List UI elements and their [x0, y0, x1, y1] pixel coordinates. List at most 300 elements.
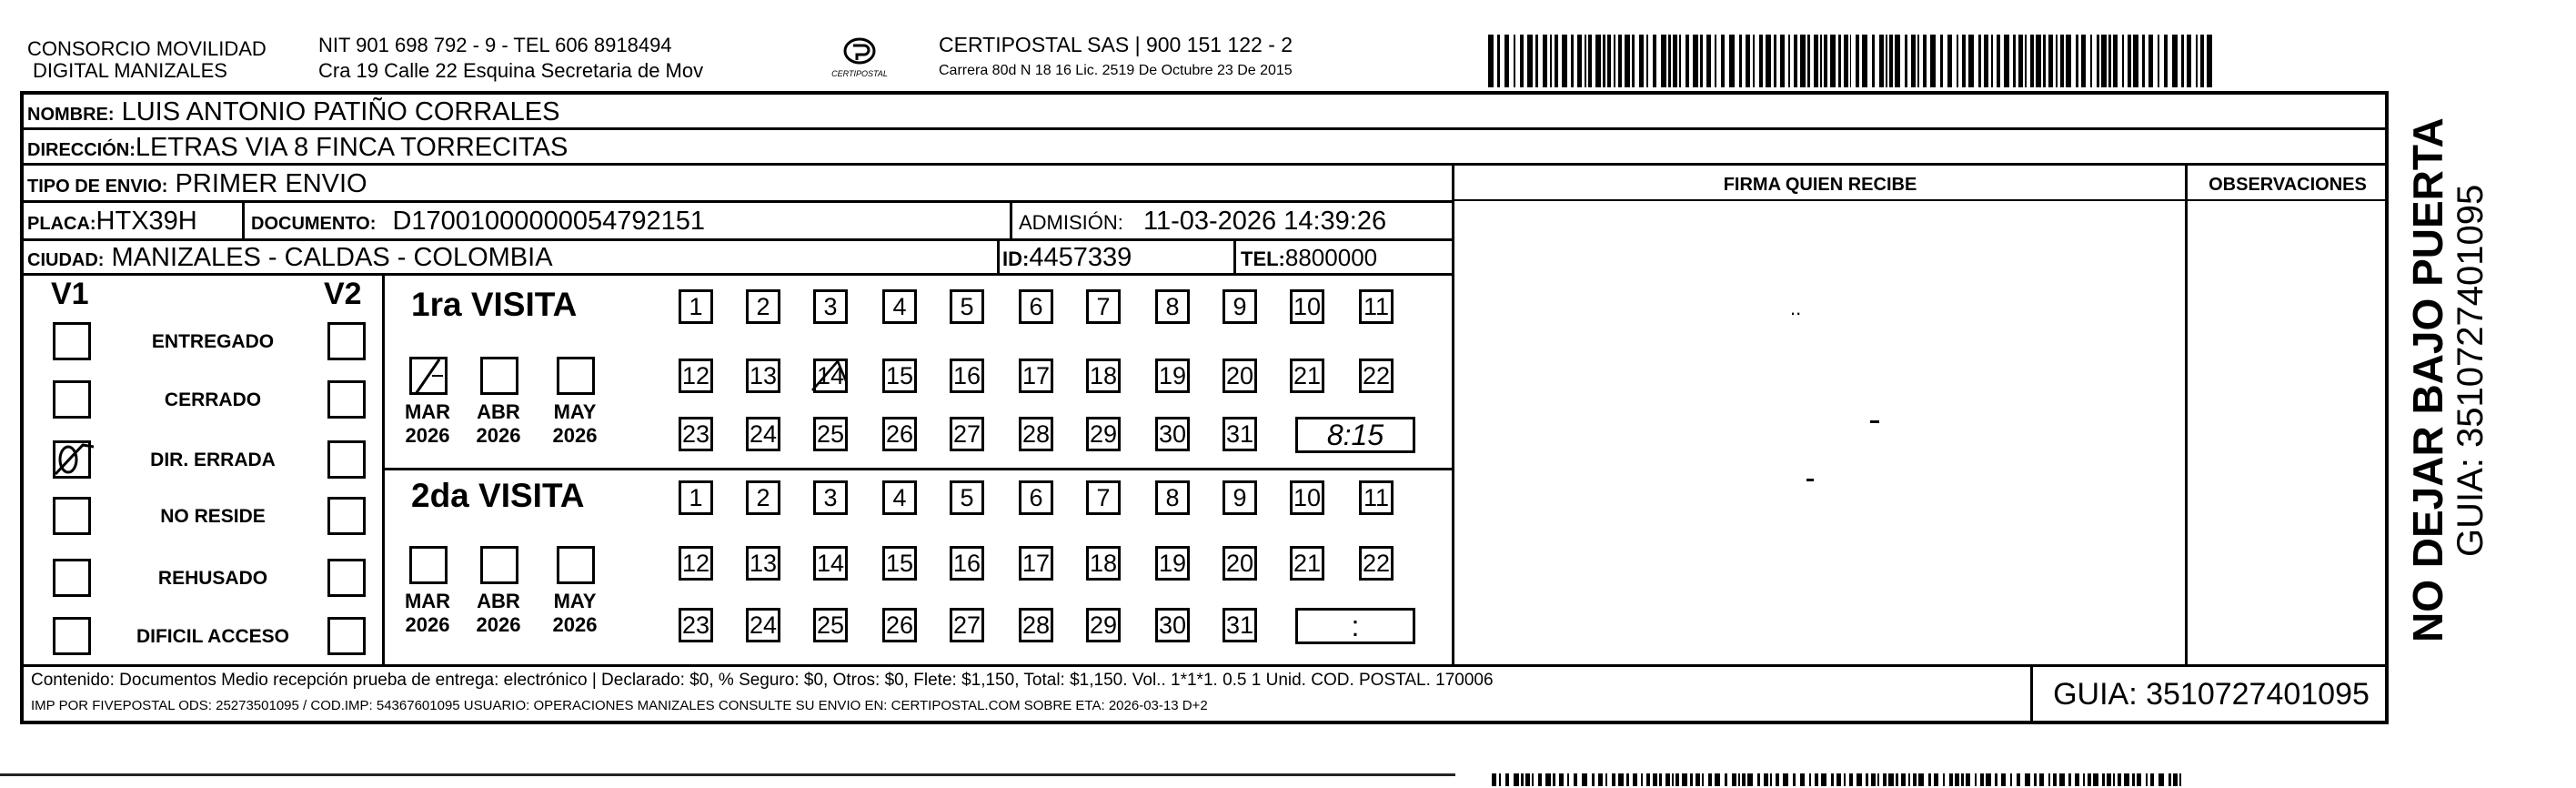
barcode-bar [1980, 773, 1984, 786]
day-cell[interactable]: 29 [1086, 608, 1121, 642]
barcode-bar [1821, 773, 1826, 786]
barcode-bar [1653, 35, 1656, 87]
v2-checkbox[interactable] [327, 440, 366, 479]
barcode-bar [2107, 773, 2111, 786]
barcode-bar [1559, 773, 1564, 786]
day-cell[interactable]: 11 [1359, 289, 1394, 324]
barcode-bar [2108, 35, 2111, 87]
barcode-bar [1986, 773, 1991, 786]
side-guia: GUIA: 3510727401095 [2450, 184, 2490, 557]
placa-label: PLACA: [27, 214, 96, 234]
barcode-bar [1505, 773, 1509, 786]
placa-value: HTX39H [96, 207, 197, 236]
barcode-bar [1696, 773, 1700, 786]
barcode-bar [1574, 773, 1577, 786]
month-checkbox[interactable] [480, 357, 518, 395]
barcode-bar [1739, 35, 1742, 87]
company-name-line2: DIGITAL MANIZALES [33, 59, 227, 82]
barcode-bar [2018, 35, 2023, 87]
day-cell[interactable]: 12 [679, 359, 713, 393]
barcode-bar [1520, 35, 1524, 87]
barcode-bar [2068, 773, 2071, 786]
barcode-bar [2158, 773, 2164, 786]
barcode-bar [1857, 773, 1862, 786]
barcode-bar [2181, 35, 2184, 87]
v2-checkbox[interactable] [327, 617, 366, 655]
barcode-bar [1776, 773, 1779, 786]
visit1-title: 1ra VISITA [411, 286, 578, 323]
tel-value: 8800000 [1284, 244, 1378, 271]
barcode-bar [1957, 35, 1958, 87]
day-cell[interactable]: 24 [746, 608, 780, 642]
barcode-bar [1577, 35, 1582, 87]
nombre-row [27, 96, 559, 130]
barcode-bar [1706, 35, 1711, 87]
year-label: 2026 [552, 424, 598, 447]
day-cell[interactable]: 30 [1155, 608, 1190, 642]
footer-contenido: Contenido: Documentos Medio recepción prueba de entrega: electrónico | Declarado: $0, % Seguro: $0, Otros: $0, Flete: $1,150, Total: $1,150. Vol.. 1*1*1. 0.5 1 Unid. COD. POSTAL. 170006 [31, 671, 1494, 690]
day-cell[interactable]: 25 [813, 608, 848, 642]
barcode-bar [1732, 773, 1736, 786]
barcode-bar [2124, 773, 2129, 786]
barcode-bar [2207, 35, 2212, 87]
barcode-bar [1742, 773, 1746, 786]
day-cell[interactable]: 14 [813, 546, 848, 581]
id-value: 4457339 [1029, 243, 1132, 272]
year-label: 2026 [552, 613, 598, 636]
day-cell[interactable]: 15 [882, 359, 917, 393]
day-cell[interactable]: 31 [1223, 608, 1257, 642]
barcode-bar [2053, 773, 2057, 786]
signature-mark [1870, 420, 1879, 423]
barcode-bar [1984, 35, 1988, 87]
barcode-bar [1896, 773, 1898, 786]
barcode-bar [2113, 773, 2115, 786]
signature-mark [1806, 479, 1814, 481]
barcode-bar [1978, 35, 1981, 87]
barcode-bar [1641, 773, 1643, 786]
v1-checkbox[interactable] [53, 559, 91, 597]
barcode-bar [2128, 35, 2131, 87]
barcode-bar [2004, 35, 2009, 87]
day-cell[interactable]: 2 [746, 289, 780, 324]
barcode-bar [2097, 35, 2100, 87]
day-cell[interactable]: 22 [1359, 359, 1394, 393]
day-cell[interactable]: 31 [1223, 417, 1257, 451]
barcode-bar [1626, 773, 1629, 786]
v1-checkbox[interactable] [53, 322, 91, 360]
barcode-bar [1639, 35, 1644, 87]
barcode-bar [2172, 35, 2178, 87]
barcode-bar [1679, 35, 1681, 87]
barcode-bar [1793, 773, 1796, 786]
documento-value: D17001000000054792151 [392, 207, 705, 236]
barcode-bar [2034, 773, 2037, 786]
barcode-bar [1567, 773, 1569, 786]
barcode-bar [1968, 35, 1974, 87]
day-cell[interactable]: 5 [950, 289, 984, 324]
barcode-bar [2150, 773, 2154, 786]
barcode-bar [1850, 35, 1852, 87]
v2-checkbox[interactable] [327, 559, 366, 597]
day-cell[interactable]: 6 [1019, 480, 1053, 515]
barcode-bar [1838, 35, 1841, 87]
day-cell[interactable]: 12 [679, 546, 713, 581]
v2-checkbox[interactable] [327, 322, 366, 360]
day-cell[interactable]: 18 [1086, 546, 1121, 581]
day-cell[interactable]: 2 [746, 480, 780, 515]
barcode-bar [1685, 35, 1689, 87]
status-reason-label: REHUSADO [157, 568, 268, 589]
barcode-bar [1661, 35, 1666, 87]
barcode-bar [2056, 35, 2058, 87]
barcode-bar [1995, 773, 1997, 786]
barcode-bar [1605, 773, 1607, 786]
barcode-bar [2010, 773, 2012, 786]
barcode-bar [1673, 35, 1677, 87]
barcode-bar [1800, 35, 1806, 87]
day-cell[interactable]: 19 [1155, 546, 1190, 581]
year-label: 2026 [405, 613, 450, 636]
day-cell[interactable]: 28 [1019, 608, 1053, 642]
day-cell[interactable]: 13 [746, 359, 780, 393]
day-cell[interactable]: 3 [813, 289, 848, 324]
barcode-bar [1675, 773, 1679, 786]
barcode-bar [1800, 773, 1805, 786]
barcode-bar [1715, 35, 1716, 87]
day-cell[interactable]: 22 [1359, 546, 1394, 581]
time-box[interactable]: 8:15 [1295, 417, 1415, 453]
v1-label: V1 [51, 277, 89, 311]
day-cell[interactable]: 13 [746, 546, 780, 581]
barcode-bar [2090, 35, 2092, 87]
barcode-bar [1693, 35, 1698, 87]
day-cell[interactable]: 16 [950, 546, 984, 581]
barcode-bar [1975, 773, 1977, 786]
barcode-bar [1588, 35, 1592, 87]
barcode-bar [1877, 773, 1879, 786]
handwritten-mark-icon [810, 358, 852, 394]
day-cell[interactable]: 27 [950, 417, 984, 451]
v1-checkbox[interactable] [53, 497, 91, 535]
barcode-bar [1532, 773, 1534, 786]
barcode-bar [1492, 773, 1496, 786]
status-reason-label: NO RESIDE [160, 506, 266, 527]
barcode-bar [1961, 773, 1964, 786]
barcode-bar [1525, 773, 1530, 786]
barcode-bar [1901, 773, 1906, 786]
barcode-bar [1788, 35, 1790, 87]
barcode-bar [1753, 35, 1755, 87]
direccion-value: LETRAS VIA 8 FINCA TORRECITAS [135, 133, 569, 162]
barcode-bar [2122, 35, 2124, 87]
signature-mark: .. [1790, 297, 1802, 319]
placa-row [27, 206, 197, 239]
nombre-label: NOMBRE: [27, 105, 115, 125]
month-checkbox[interactable] [557, 546, 595, 584]
v2-checkbox[interactable] [327, 497, 366, 535]
day-cell[interactable]: 17 [1019, 359, 1053, 393]
barcode-bar [2164, 35, 2168, 87]
day-cell[interactable]: 11 [1359, 480, 1394, 515]
barcode-bar [1592, 773, 1595, 786]
barcode-bar [1889, 35, 1893, 87]
barcode-bar [2025, 773, 2030, 786]
day-cell[interactable]: 9 [1223, 289, 1257, 324]
barcode-bar [1598, 773, 1603, 786]
documento-row [251, 206, 705, 239]
barcode-bar [1962, 35, 1966, 87]
barcode-bar [1632, 35, 1635, 87]
certipostal-logo [819, 35, 901, 86]
barcode-bar [1721, 35, 1725, 87]
no-dejar-bajo-puerta: NO DEJAR BAJO PUERTA [2404, 117, 2451, 642]
barcode-bar [1966, 773, 1970, 786]
barcode-bar [1747, 773, 1753, 786]
nombre-value: LUIS ANTONIO PATIÑO CORRALES [121, 97, 560, 126]
barcode-bar [1807, 35, 1810, 87]
day-cell[interactable]: 19 [1155, 359, 1190, 393]
day-cell[interactable]: 6 [1019, 289, 1053, 324]
barcode-bar [1514, 773, 1519, 786]
barcode-bar [1488, 35, 1494, 87]
barcode-bar [1499, 773, 1501, 786]
day-cell[interactable]: 24 [746, 417, 780, 451]
day-cell[interactable]: 29 [1086, 417, 1121, 451]
day-cell[interactable]: 23 [679, 608, 713, 642]
barcode-bar [2200, 35, 2204, 87]
barcode-bar [1918, 773, 1924, 786]
month-checkbox[interactable] [409, 546, 448, 584]
year-label: 2026 [405, 424, 450, 447]
barcode-bar [2133, 35, 2138, 87]
barcode-bar [1872, 35, 1875, 87]
company-name-line1: CONSORCIO MOVILIDAD [27, 37, 267, 60]
time-box[interactable]: : [1295, 608, 1415, 644]
barcode-bar [1930, 35, 1936, 87]
barcode-bar [1783, 773, 1788, 786]
day-cell[interactable]: 9 [1223, 480, 1257, 515]
barcode-bar [2102, 773, 2105, 786]
barcode-bar [2076, 35, 2078, 87]
day-cell[interactable]: 21 [1290, 359, 1324, 393]
barcode-bar [1603, 35, 1605, 87]
barcode-bar [2083, 773, 2085, 786]
scan-edge [0, 773, 1455, 776]
day-cell[interactable]: 7 [1086, 289, 1121, 324]
tipo-envio-value: PRIMER ENVIO [175, 169, 367, 198]
day-cell[interactable]: 27 [950, 608, 984, 642]
barcode-bar [1844, 35, 1848, 87]
v1-checkbox[interactable] [53, 440, 91, 479]
v2-checkbox[interactable] [327, 380, 366, 419]
month-checkbox[interactable] [557, 357, 595, 395]
barcode-bar [1883, 773, 1887, 786]
barcode-bar [1923, 35, 1927, 87]
barcode-bar [1955, 773, 1960, 786]
barcode-bar [2039, 773, 2044, 786]
month-label: MAR [404, 590, 451, 612]
day-cell[interactable]: 14 [813, 359, 848, 393]
month-label: ABR [477, 590, 520, 612]
barcode-bar [1911, 35, 1916, 87]
status-reason-label: DIR. ERRADA [150, 450, 276, 470]
day-cell[interactable]: 20 [1223, 546, 1257, 581]
day-cell[interactable]: 7 [1086, 480, 1121, 515]
barcode-bar [1757, 773, 1760, 786]
barcode-bar [1928, 773, 1931, 786]
v1-checkbox[interactable] [53, 617, 91, 655]
barcode-bar [1947, 35, 1952, 87]
month-label: ABR [477, 400, 520, 423]
barcode-bar [1535, 35, 1538, 87]
barcode-bar [2113, 35, 2118, 87]
barcode-bar [1866, 773, 1868, 786]
month-label: MAY [553, 400, 597, 423]
barcode-bar [1555, 35, 1558, 87]
barcode-bar [1934, 773, 1938, 786]
barcode-bar [1553, 773, 1555, 786]
barcode-bar [1844, 773, 1846, 786]
day-cell[interactable]: 8 [1155, 289, 1190, 324]
day-cell[interactable]: 15 [882, 546, 917, 581]
barcode-bar [1729, 35, 1735, 87]
barcode-top [1488, 35, 2216, 87]
barcode-bar [1849, 773, 1853, 786]
day-cell[interactable]: 25 [813, 417, 848, 451]
nit-line: NIT 901 698 792 - 9 - TEL 606 8918494 [318, 34, 672, 56]
day-cell[interactable]: 5 [950, 480, 984, 515]
ciudad-value: MANIZALES - CALDAS - COLOMBIA [111, 243, 553, 272]
barcode-bar [2093, 773, 2098, 786]
barcode-bar [1913, 773, 1917, 786]
barcode-bar [1682, 773, 1687, 786]
barcode-bar [1746, 35, 1750, 87]
day-cell[interactable]: 20 [1223, 359, 1257, 393]
barcode-bar [2025, 35, 2027, 87]
barcode-bar [1759, 35, 1763, 87]
barcode-bar [1836, 773, 1841, 786]
barcode-bar [1949, 773, 1953, 786]
barcode-bar [1908, 773, 1910, 786]
barcode-bar [1879, 35, 1884, 87]
day-cell[interactable]: 21 [1290, 546, 1324, 581]
barcode-bar [1514, 35, 1515, 87]
barcode-bar [1997, 35, 2000, 87]
barcode-bar [1871, 773, 1876, 786]
barcode-bar [2036, 35, 2041, 87]
barcode-bottom [1492, 773, 2183, 786]
barcode-bar [1504, 35, 1509, 87]
visit2-title: 2da VISITA [411, 477, 585, 514]
barcode-bar [1917, 35, 1919, 87]
barcode-bar [1562, 35, 1567, 87]
barcode-bar [1521, 773, 1524, 786]
day-cell[interactable]: 3 [813, 480, 848, 515]
barcode-bar [2017, 773, 2020, 786]
barcode-bar [1672, 773, 1674, 786]
ciudad-label: CIUDAD: [27, 250, 105, 270]
barcode-bar [2132, 773, 2135, 786]
barcode-bar [1809, 773, 1811, 786]
barcode-bar [1700, 35, 1703, 87]
month-label: MAY [553, 590, 597, 612]
day-cell[interactable]: 18 [1086, 359, 1121, 393]
barcode-bar [2196, 35, 2198, 87]
barcode-bar [1582, 773, 1587, 786]
day-cell[interactable]: 10 [1290, 289, 1324, 324]
day-cell[interactable]: 16 [950, 359, 984, 393]
barcode-bar [1585, 35, 1586, 87]
barcode-bar [1618, 773, 1624, 786]
barcode-bar [1545, 773, 1551, 786]
barcode-bar [2187, 35, 2191, 87]
barcode-bar [1991, 35, 1993, 87]
barcode-bar [2048, 35, 2053, 87]
barcode-bar [2101, 35, 2107, 87]
day-cell[interactable]: 26 [882, 608, 917, 642]
day-cell[interactable]: 23 [679, 417, 713, 451]
barcode-bar [1497, 35, 1500, 87]
barcode-bar [1738, 773, 1740, 786]
barcode-bar [1527, 35, 1533, 87]
barcode-bar [1815, 773, 1818, 786]
barcode-bar [1895, 35, 1900, 87]
barcode-bar [1725, 773, 1727, 786]
barcode-bar [1646, 35, 1648, 87]
day-cell[interactable]: 26 [882, 417, 917, 451]
year-label: 2026 [476, 613, 521, 636]
barcode-bar [1614, 35, 1615, 87]
barcode-bar [2168, 773, 2171, 786]
barcode-bar [1607, 35, 1612, 87]
carrier-line1: CERTIPOSTAL SAS | 900 151 122 - 2 [939, 33, 1293, 56]
admision-value: 11-03-2026 14:39:26 [1142, 207, 1387, 236]
barcode-bar [1668, 35, 1671, 87]
id-label: ID: [1002, 248, 1030, 270]
day-cell[interactable]: 28 [1019, 417, 1053, 451]
month-checkbox[interactable] [480, 546, 518, 584]
barcode-bar [2060, 35, 2064, 87]
month-checkbox[interactable] [409, 357, 448, 395]
day-cell[interactable]: 1 [679, 289, 713, 324]
v1-checkbox[interactable] [53, 380, 91, 419]
day-cell[interactable]: 10 [1290, 480, 1324, 515]
day-cell[interactable]: 4 [882, 480, 917, 515]
status-reason-label: DIFICIL ACCESO [136, 626, 289, 647]
barcode-bar [1633, 773, 1637, 786]
barcode-bar [2137, 773, 2141, 786]
day-cell[interactable]: 1 [679, 480, 713, 515]
barcode-bar [1702, 773, 1704, 786]
barcode-bar [1943, 773, 1945, 786]
barcode-bar [1774, 35, 1776, 87]
barcode-bar [2081, 35, 2086, 87]
footer-imp-info: IMP POR FIVEPOSTAL ODS: 25273501095 / COD.IMP: 54367601095 USUARIO: OPERACIONES MANIZALES CONSULTE SU ENVIO EN: CERTIPOSTAL.COM SOBRE ETA: 2026-03-13 D+2 [31, 698, 1208, 713]
day-cell[interactable]: 30 [1155, 417, 1190, 451]
status-reason-label: ENTREGADO [151, 331, 275, 352]
barcode-bar [1820, 35, 1822, 87]
barcode-bar [2179, 773, 2181, 786]
barcode-bar [1770, 773, 1772, 786]
day-cell[interactable]: 8 [1155, 480, 1190, 515]
day-cell[interactable]: 4 [882, 289, 917, 324]
day-cell[interactable]: 17 [1019, 546, 1053, 581]
handwritten-mark-icon [410, 356, 452, 398]
carrier-line2: Carrera 80d N 18 16 Lic. 2519 De Octubre 23 De 2015 [939, 63, 1293, 78]
barcode-bar [2075, 773, 2079, 786]
footer-guia: GUIA: 3510727401095 [2053, 677, 2370, 712]
